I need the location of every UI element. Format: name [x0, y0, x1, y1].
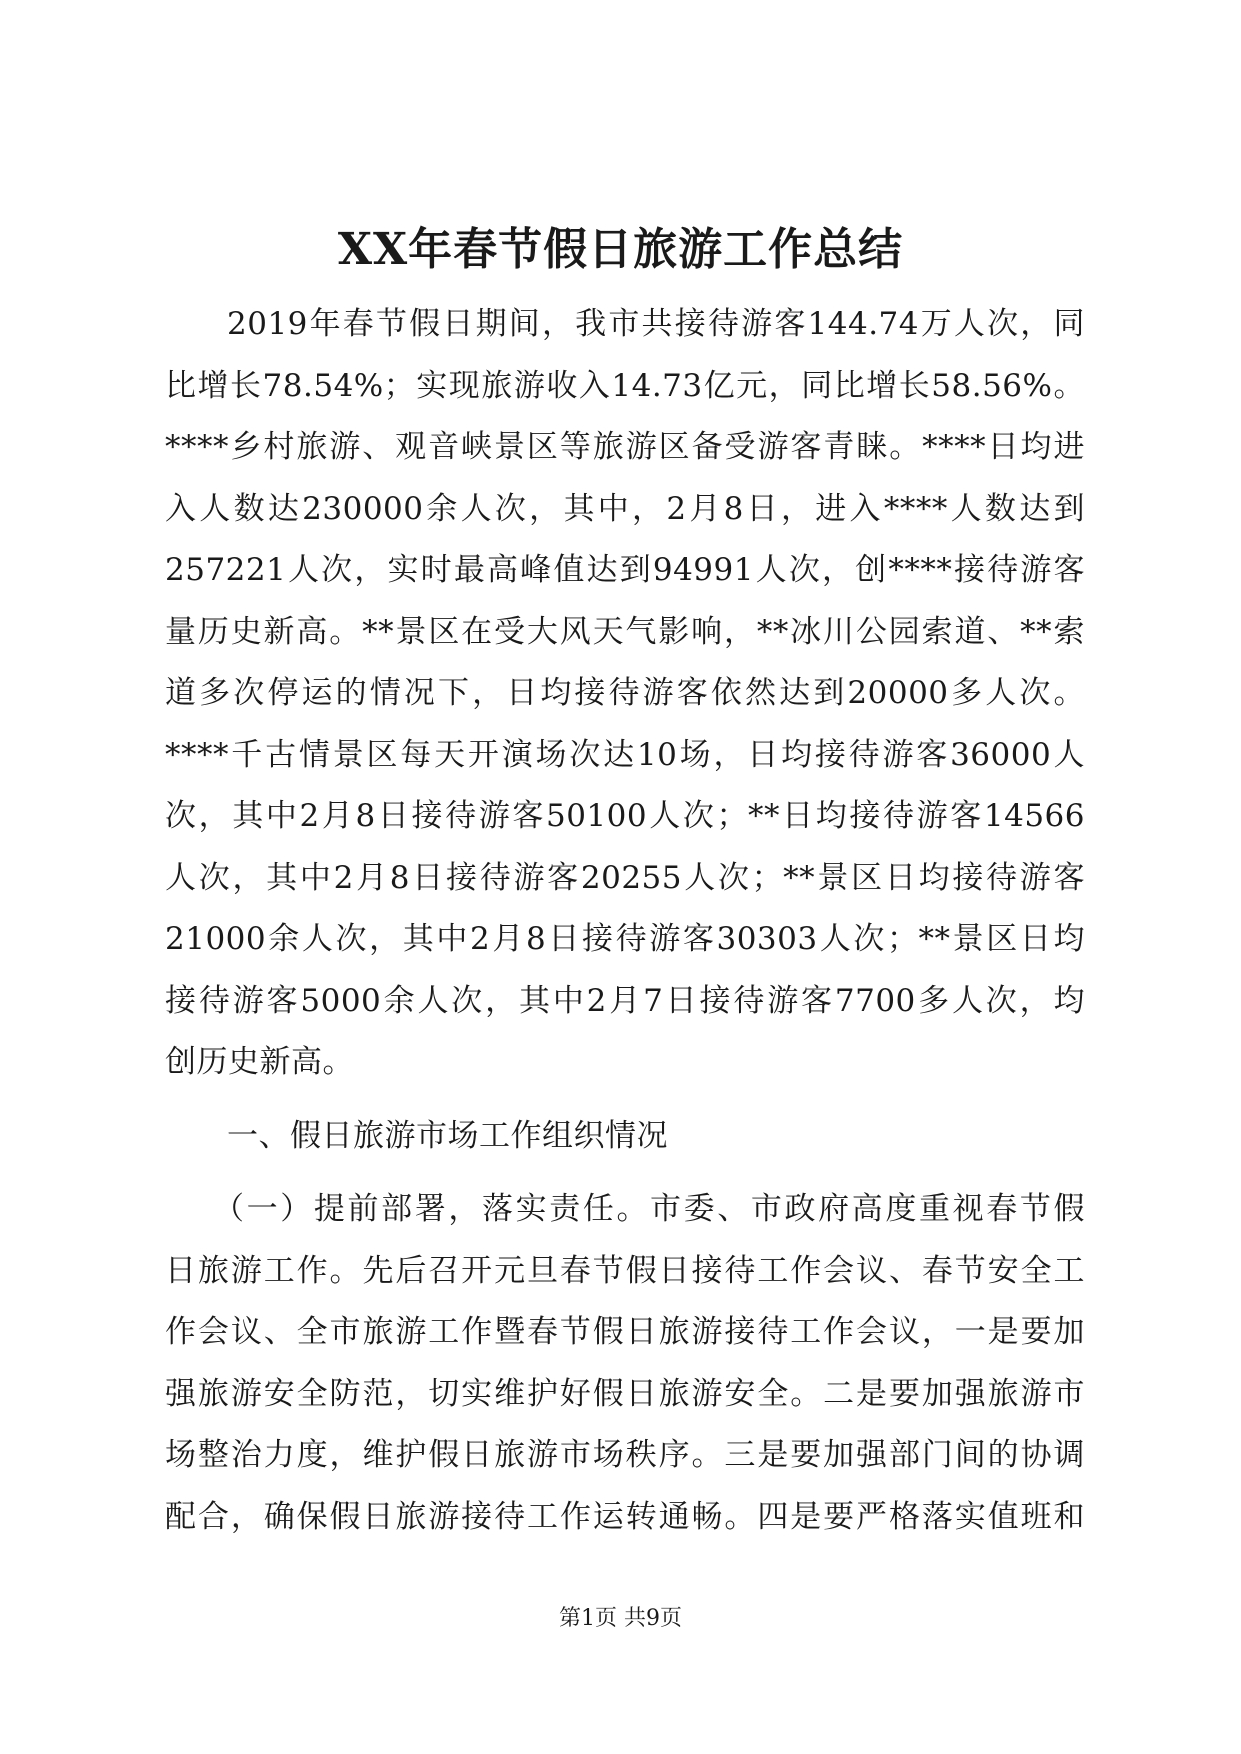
- document-title: XX年春节假日旅游工作总结: [337, 224, 904, 275]
- text-line: 257221人次，实时最高峰值达到94991人次，创****接待游客: [165, 552, 1085, 588]
- text-line: 人次，其中2月8日接待游客20255人次；**景区日均接待游客: [165, 859, 1085, 896]
- text-line: 入人数达230000余人次，其中，2月8日，进入****人数达到: [165, 490, 1085, 527]
- paragraph-2: [165, 1179, 1085, 1548]
- text-line: 场整治力度，维护假日旅游市场秩序。三是要加强部门间的协调: [165, 1437, 1085, 1473]
- text-line: ****乡村旅游、观音峡景区等旅游区备受游客青睐。****日均进: [165, 429, 1085, 465]
- text-line: 创历史新高。: [165, 1044, 354, 1080]
- text-line: 2019年春节假日期间，我市共接待游客144.74万人次，同: [227, 306, 1085, 342]
- section-heading: 一、假日旅游市场工作组织情况: [227, 1117, 668, 1154]
- page-number-label: 第1页 共9页: [559, 1606, 682, 1631]
- text-line: 道多次停运的情况下，日均接待游客依然达到20000多人次。: [165, 675, 1085, 711]
- text-line: 21000余人次，其中2月8日接待游客30303人次；**景区日均: [165, 921, 1085, 957]
- paragraph-1: [165, 294, 1085, 1094]
- page-footer: [0, 1604, 1241, 1634]
- text-line: 接待游客5000余人次，其中2月7日接待游客7700多人次，均: [165, 982, 1085, 1019]
- text-line: 强旅游安全防范，切实维护好假日旅游安全。二是要加强旅游市: [165, 1375, 1085, 1412]
- text-line: 配合，确保假日旅游接待工作运转通畅。四是要严格落实值班和: [165, 1498, 1085, 1535]
- text-line: 次，其中2月8日接待游客50100人次；**日均接待游客14566: [165, 798, 1085, 834]
- text-line: 比增长78.54%；实现旅游收入14.73亿元，同比增长58.56%。: [165, 367, 1085, 404]
- text-line: ****千古情景区每天开演场次达10场，日均接待游客36000人: [165, 736, 1085, 773]
- text-line: 作会议、全市旅游工作暨春节假日旅游接待工作会议，一是要加: [165, 1314, 1085, 1350]
- document-body: [165, 294, 1085, 1548]
- text-line: （一）提前部署，落实责任。市委、市政府高度重视春节假: [213, 1191, 1085, 1227]
- text-line: 日旅游工作。先后召开元旦春节假日接待工作会议、春节安全工: [165, 1252, 1085, 1289]
- text-line: 量历史新高。**景区在受大风天气影响，**冰川公园索道、**索: [165, 613, 1085, 650]
